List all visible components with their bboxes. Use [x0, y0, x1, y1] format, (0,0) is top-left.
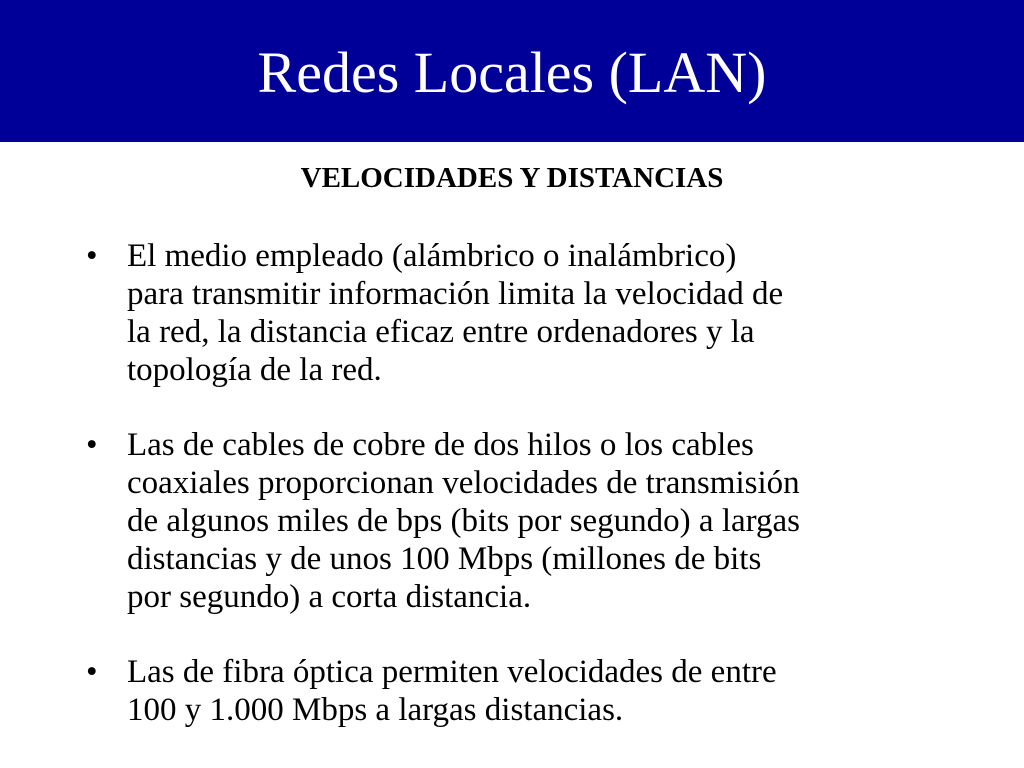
bullet-dot: •: [86, 238, 98, 274]
bullet-text-line: Las de cables de cobre de dos hilos o los cables: [127, 427, 754, 463]
bullet-dot: •: [86, 654, 98, 690]
slide-subtitle: VELOCIDADES Y DISTANCIAS: [300, 162, 724, 194]
bullet-text-line: El medio empleado (alámbrico o inalámbrico): [127, 238, 737, 274]
slide-title: Redes Locales (LAN): [257, 40, 767, 105]
bullet-text-line: para transmitir información limita la velocidad de: [127, 276, 784, 312]
bullet-dot: •: [86, 427, 98, 463]
bullet-text-line: topología de la red.: [127, 352, 382, 388]
bullet-text-line: coaxiales proporcionan velocidades de transmisión: [127, 465, 800, 501]
bullet-text-line: por segundo) a corta distancia.: [127, 579, 532, 615]
bullet-text-line: 100 y 1.000 Mbps a largas distancias.: [127, 692, 624, 728]
bullet-text-line: la red, la distancia eficaz entre ordenadores y la: [127, 314, 755, 350]
bullet-text-line: Las de fibra óptica permiten velocidades de entre: [127, 654, 777, 690]
bullet-text-line: distancias y de unos 100 Mbps (millones de bits: [127, 541, 762, 577]
bullet-text-line: de algunos miles de bps (bits por segundo) a largas: [127, 503, 801, 539]
